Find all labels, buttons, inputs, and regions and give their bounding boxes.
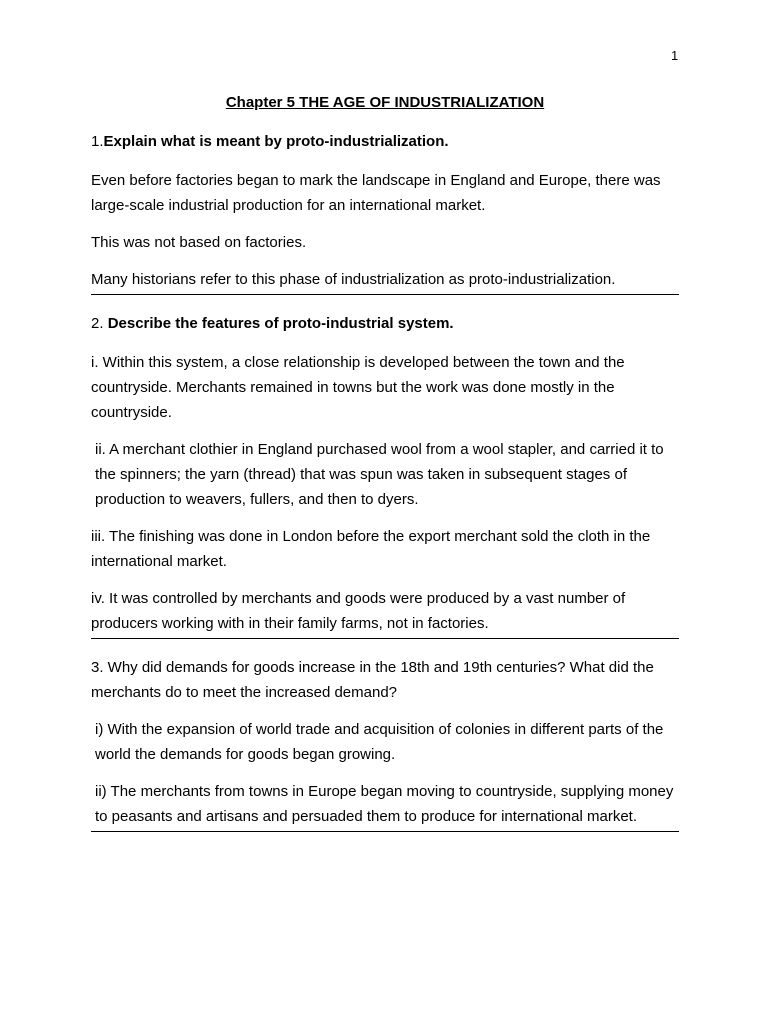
answer-3-point-2: ii) The merchants from towns in Europe began moving to countryside, supplying money to peasants and artisans and persuaded them to produce for international market. [91,779,679,832]
answer-2-point-1: i. Within this system, a close relationship is developed between the town and the countryside. Merchants remained in towns but the work was done mostly in the countryside. [91,354,625,421]
answer-2-point-4: iv. It was controlled by merchants and goods were produced by a vast number of producers working with in their family farms, not in factories. [91,586,679,639]
question-1-number: 1. [91,133,104,150]
answer-1-para-1: Even before factories began to mark the landscape in England and Europe, there was large-scale industrial production for an international market. [91,172,661,214]
question-2-number: 2. [91,315,108,332]
question-1-text: Explain what is meant by proto-industrialization. [103,133,449,150]
answer-1-para-2: This was not based on factories. [91,234,307,251]
question-2 [91,311,679,336]
document-body [91,94,679,848]
page-number: 1 [671,48,679,63]
answer-2-point-2: ii. A merchant clothier in England purchased wool from a wool stapler, and carried it to the spinners; the yarn (thread) that was spun was taken in subsequent stages of production to weavers, fullers, and then to dyers. [95,441,664,508]
answer-2-point-3: iii. The finishing was done in London before the export merchant sold the cloth in the international market. [91,528,651,570]
chapter-title: Chapter 5 THE AGE OF INDUSTRIALIZATION [225,94,545,111]
question-3: 3. Why did demands for goods increase in the 18th and 19th centuries? What did the merchants do to meet the increased demand? [91,659,654,701]
question-2-text: Describe the features of proto-industrial system. [107,315,454,332]
question-1 [91,129,679,154]
answer-3-point-1: i) With the expansion of world trade and acquisition of colonies in different parts of the world the demands for goods began growing. [95,721,664,763]
answer-1-para-3: Many historians refer to this phase of industrialization as proto-industrialization. [91,267,679,295]
